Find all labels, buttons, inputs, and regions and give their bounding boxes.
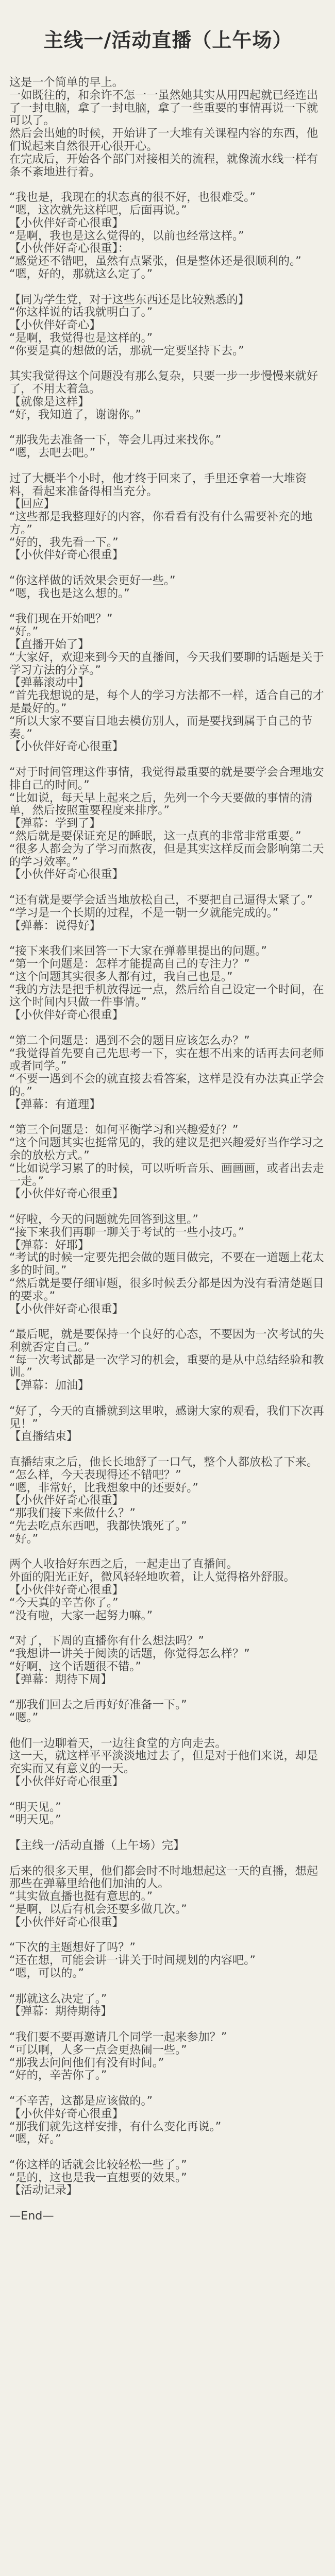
paragraph: “比如说，每天早上起来之后，先列一个今天要做的事情的清单，然后按照重要程度来排序。” (9, 791, 313, 818)
paragraph-gap (9, 2082, 327, 2095)
paragraph: “我们现在开始吧？” (9, 612, 113, 626)
paragraph: “是啊，我也是这么觉得的，以前也经常这样。” (9, 229, 244, 243)
paragraph: 【弹幕：期待下周】 (9, 1672, 112, 1686)
paragraph: 后来的很多天里，他们都会时不时地想起这一天的直播，想起那些在弹幕里给他们加油的人。 (9, 1864, 319, 1891)
paragraph: 其实我觉得这个问题没有那么复杂，只要一步一步慢慢来就好了，不用太着急。 (9, 369, 319, 396)
paragraph: 【弹幕：说得好】 (9, 919, 101, 933)
paragraph: 【小伙伴好奇心很重】 (9, 1583, 124, 1597)
paragraph: 这是一个简单的早上。 (9, 76, 124, 89)
paragraph-gap (9, 753, 327, 766)
paragraph-gap (9, 281, 327, 294)
paragraph: “接下来我们再聊一聊关于考试的一些小技巧。” (9, 1225, 244, 1239)
paragraph: “这个问题其实也挺常见的，我的建议是把兴趣爱好当作学习之余的放松方式。” (9, 1136, 324, 1162)
paragraph: “你这样说的话我就明白了。” (9, 306, 153, 319)
paragraph-gap (9, 1788, 327, 1801)
paragraph: “好，我知道了，谢谢你。” (9, 408, 141, 421)
paragraph: “是的，这也是我一直想要的效果。” (9, 2171, 187, 2184)
paragraph: “嗯，这次就先这样吧，后面再说。” (9, 203, 187, 217)
paragraph: “我觉得首先要自己先思考一下，实在想不出来的话再去问老师或者同学。” (9, 1046, 324, 1073)
paragraph: 【弹幕：学到了】 (9, 817, 101, 831)
paragraph: “好。” (9, 625, 39, 639)
paragraph: “是啊，以后有机会还要多做几次。” (9, 1902, 187, 1916)
paragraph: 【回应】 (9, 497, 55, 511)
paragraph-gap (9, 1724, 327, 1737)
paragraph: 【就像是这样】 (9, 395, 90, 409)
paragraph: 【小伙伴好奇心很重】 (9, 548, 124, 562)
paragraph: “这些都是我整理好的内容，你看看有没有什么需要补充的地方。” (9, 510, 313, 536)
paragraph-gap (9, 1022, 327, 1035)
paragraph: “我的方法是把手机放得远一点，然后给自己设定一个时间，在这个时间内只做一件事情。” (9, 982, 324, 1009)
paragraph: 一如既往的，和余许不怎一一虽然她其实从用四起就已经连出了一封电脑，拿了一封电脑，拿了一些重要的事情再说一下就可以了。 (9, 88, 319, 128)
paragraph: “下次的主题想好了吗？” (9, 1941, 136, 1955)
paragraph: 他们一边聊着天，一边往食堂的方向走去。 (9, 1736, 227, 1750)
paragraph: “可以啊，人多一点会更热闹一些。” (9, 2043, 187, 2057)
paragraph: “最后呢，就是要保持一个良好的心态，不要因为一次考试的失利就否定自己。” (9, 1328, 324, 1354)
paragraph: 【小伙伴好奇心很重】 (9, 1302, 124, 1316)
paragraph: 【弹幕：期待期待】 (9, 2005, 112, 2019)
paragraph: “好了，今天的直播就到这里啦，感谢大家的观看，我们下次再见！” (9, 1404, 324, 1431)
paragraph: “怎么样，今天表现得还不错吧？” (9, 1468, 181, 1482)
paragraph: 然后会出她的时候，开始讲了一大堆有关课程内容的东西，他们说起来自然很开心很开心。 (9, 127, 319, 153)
paragraph: “对了，下周的直播你有什么想法吗？” (9, 1634, 204, 1648)
paragraph-gap (9, 1443, 327, 1456)
paragraph: 【小伙伴好奇心】 (9, 318, 101, 332)
paragraph: 【小伙伴好奇心很重】 (9, 868, 124, 882)
paragraph-gap (9, 460, 327, 472)
paragraph-gap (9, 600, 327, 613)
paragraph: “好的，我先看一下。” (9, 535, 119, 549)
paragraph: 【弹幕：加油】 (9, 1379, 90, 1393)
paragraph: “好。” (9, 1532, 39, 1546)
paragraph: “学习是一个长期的过程，不是一朝一夕就能完成的。” (9, 906, 279, 920)
paragraph: “不辛苦，这都是应该做的。” (9, 2094, 153, 2108)
paragraph-gap (9, 1980, 327, 1993)
paragraph: “每一次考试都是一次学习的机会，重要的是从中总结经验和教训。” (9, 1353, 324, 1380)
paragraph: “那我去问问他们有没有时间。” (9, 2056, 164, 2070)
paragraph-gap (9, 1852, 327, 1865)
paragraph: 【小伙伴好奇心很重】 (9, 1187, 124, 1201)
paragraph: “然后就是要仔细审题，很多时候丢分都是因为没有看清楚题目的要求。” (9, 1276, 324, 1303)
paragraph-gap (9, 1686, 327, 1699)
paragraph: 在完成后，开始各个部门对接相关的流程，就像流水线一样有条不紊地进行着。 (9, 152, 319, 179)
paragraph: 【直播开始了】 (9, 638, 90, 652)
paragraph: “嗯，可以的。” (9, 1966, 85, 1980)
paragraph-gap (9, 1546, 327, 1558)
paragraph: “还有就是要学会适当地放松自己，不要把自己逼得太紧了。” (9, 893, 313, 907)
paragraph: 【小伙伴好奇心很重】 (9, 216, 124, 230)
paragraph: “不要一遇到不会的就直接去看答案，这样是没有办法真正学会的。” (9, 1072, 324, 1098)
paragraph: “明天见。” (9, 1800, 61, 1814)
paragraph: “考试的时候一定要先把会做的题目做完，不要在一道题上花太多的时间。” (9, 1251, 324, 1278)
paragraph: “我们要不要再邀请几个同学一起来参加？” (9, 2030, 227, 2044)
paragraph: “我也是，我现在的状态真的很不好，也很难受。” (9, 191, 256, 205)
paragraph: 过了大概半个小时，他才终于回来了，手里还拿着一大堆资料，看起来准备得相当充分。 (9, 471, 307, 498)
paragraph-gap (9, 1111, 327, 1124)
paragraph-gap (9, 421, 327, 434)
paragraph: “嗯，我也是这么想的。” (9, 586, 130, 600)
paragraph: “很多人都会为了学习而熬夜，但是其实这样反而会影响第二天的学习效率。” (9, 842, 324, 869)
paragraph: “大家好，欢迎来到今天的直播间，今天我们要聊的话题是关于学习方法的分享。” (9, 650, 324, 677)
paragraph: 【活动记录】 (9, 2183, 78, 2197)
paragraph: 【弹幕滚动中】 (9, 676, 90, 690)
paragraph-gap (9, 358, 327, 370)
paragraph: 外面的阳光正好，微风轻轻地吹着，让人觉得格外舒服。 (9, 1570, 295, 1584)
paragraph: “好啊，这个话题很不错。” (9, 1659, 141, 1673)
paragraph: “那我先去准备一下，等会儿再过来找你。” (9, 433, 222, 447)
paragraph: 两个人收拾好东西之后，一起走出了直播间。 (9, 1557, 238, 1571)
article-body (9, 76, 327, 2223)
paragraph: “所以大家不要盲目地去模仿别人，而是要找到属于自己的节奏。” (9, 714, 313, 741)
paragraph: 这一天，就这样平平淡淡地过去了，但是对于他们来说，却是充实而又有意义的一天。 (9, 1749, 319, 1776)
paragraph: “你这样的话就会比较轻松一些了。” (9, 2158, 187, 2172)
paragraph: “然后就是要保证充足的睡眠，这一点真的非常非常重要。” (9, 829, 301, 843)
paragraph: “好啦，今天的问题就先回答到这里。” (9, 1212, 198, 1226)
paragraph: “嗯，非常好，比我想象中的还要好。” (9, 1481, 198, 1495)
header (9, 0, 327, 76)
paragraph: 【弹幕：好耶】 (9, 1238, 90, 1252)
paragraph-gap (9, 1826, 327, 1839)
paragraph: —End— (9, 2209, 54, 2223)
paragraph-gap (9, 2197, 327, 2210)
paragraph: “接下来我们来回答一下大家在弹幕里提出的问题。” (9, 944, 267, 958)
paragraph: 【小伙伴好奇心很重】 (9, 740, 124, 754)
paragraph: 【主线一/活动直播（上午场）完】 (9, 1838, 185, 1852)
paragraph: “好的，辛苦你了。” (9, 2069, 107, 2082)
paragraph: “那就这么决定了。” (9, 1992, 107, 2006)
paragraph: “第三个问题是：如何平衡学习和兴趣爱好？” (9, 1123, 239, 1137)
paragraph: 直播结束之后，他长长地舒了一口气，整个人都放松了下来。 (9, 1455, 319, 1469)
paragraph: “感觉还不错吧，虽然有点紧张，但是整体还是很顺利的。” (9, 255, 301, 268)
paragraph: “第一个问题是：怎样才能提高自己的专注力？” (9, 957, 250, 971)
paragraph: 【小伙伴好奇心很重】 (9, 1008, 124, 1022)
paragraph-gap (9, 1622, 327, 1635)
paragraph: 【小伙伴好奇心很重】 (9, 2107, 124, 2121)
paragraph: “那我们接下来做什么？” (9, 1506, 136, 1520)
paragraph: “对于时间管理这件事情，我觉得最重要的就是要学会合理地安排自己的时间。” (9, 766, 324, 792)
paragraph-gap (9, 932, 327, 945)
paragraph: “嗯，好的，那就这么定了。” (9, 267, 153, 281)
paragraph: “首先我想说的是，每个人的学习方法都不一样，适合自己的才是最好的。” (9, 689, 324, 716)
paragraph: 【小伙伴好奇心很重】 (9, 1494, 124, 1507)
paragraph: “你这样做的话效果会更好一些。” (9, 574, 176, 588)
paragraph: 【小伙伴好奇心很重】 (9, 1915, 124, 1929)
paragraph-gap (9, 178, 327, 191)
page-title: 主线一/活动直播（上午场） (43, 28, 293, 52)
paragraph-gap (9, 1200, 327, 1213)
paragraph: “嗯。” (9, 1711, 39, 1724)
paragraph-gap (9, 1315, 327, 1328)
paragraph: “那我们回去之后再好好准备一下。” (9, 1698, 187, 1712)
paragraph: “其实做直播也挺有意思的。” (9, 1890, 153, 1904)
paragraph: 【弹幕：有道理】 (9, 1097, 101, 1111)
paragraph-gap (9, 1392, 327, 1405)
paragraph: “嗯，好。” (9, 2132, 61, 2146)
paragraph: 【小伙伴好奇心很重】 (9, 1774, 124, 1788)
paragraph-gap (9, 2146, 327, 2159)
paragraph: “是啊，我觉得也是这样的。” (9, 331, 153, 345)
paragraph: “今天真的辛苦你了。” (9, 1596, 119, 1609)
paragraph: 【直播结束】 (9, 1430, 78, 1444)
paragraph: “第二个问题是：遇到不会的题目应该怎么办？” (9, 1033, 250, 1047)
paragraph: “先去吃点东西吧，我都快饿死了。” (9, 1519, 187, 1533)
paragraph: 【同为学生党，对于这些东西还是比较熟悉的】 (9, 293, 249, 307)
paragraph: “没有啦，大家一起努力嘛。” (9, 1608, 153, 1622)
paragraph: 【小伙伴好奇心很重】： (9, 242, 129, 256)
paragraph-gap (9, 2018, 327, 2031)
paragraph: “你要是真的想做的话，那就一定要坚持下去。” (9, 344, 244, 358)
paragraph: “明天见。” (9, 1813, 61, 1827)
paragraph: “嗯，去吧去吧。” (9, 446, 96, 460)
paragraph-gap (9, 1929, 327, 1942)
paragraph: “那我们就先这样安排，有什么变化再说。” (9, 2120, 222, 2133)
paragraph-gap (9, 881, 327, 894)
paragraph: “这个问题其实很多人都有过，我自己也是。” (9, 970, 233, 984)
paragraph: “我想讲一讲关于阅读的话题，你觉得怎么样？” (9, 1647, 250, 1661)
paragraph-gap (9, 562, 327, 574)
paragraph: “比如说学习累了的时候，可以听听音乐、画画画，或者出去走一走。” (9, 1161, 324, 1188)
paragraph: “还在想，可能会讲一讲关于时间规划的内容吧。” (9, 1954, 256, 1968)
